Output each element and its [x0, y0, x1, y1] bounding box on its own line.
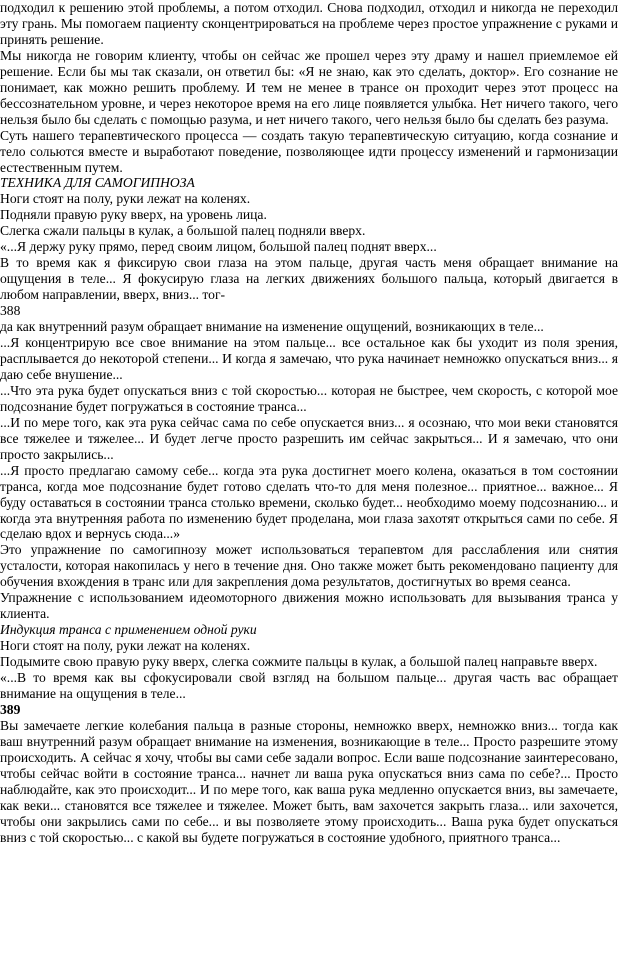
quote-focus-thumb: «...В то время как вы сфокусировали свой взгляд на большом пальце... другая часть вас обращает внимание на ощущения в теле...	[0, 670, 618, 701]
paragraph-continuation: подходил к решению этой проблемы, а потом отходил. Снова подходил, отходил и никогда не переходил эту грань. Мы помогаем пациенту сконцентрироваться на проблеме через простое упражнение с руками и принять решение.	[0, 0, 618, 47]
page-number-389: 389	[0, 701, 21, 717]
paragraph-therapeutic-process: Суть нашего терапевтического процесса — создать такую терапевтическую ситуацию, когда сознание и тело сольются вместе и выработают поведение, позволяющее идти процессу изменений и гармонизации естественным путем.	[0, 127, 618, 175]
instruction-feet-2: Ноги стоят на полу, руки лежат на коленях.	[0, 638, 251, 654]
paragraph-oscillation: Вы замечаете легкие колебания пальца в разные стороны, немножко вверх, немножко вниз... тогда как ваш внутренний разум обращает внимание на изменения, возникающие в теле... Просто разрешите этому происходить. А сейчас я хочу, чтобы вы сами себе задали вопрос. Если ваше подсознание заинтересовано, чтобы сейчас войти в состояние транса... начнет ли ваша рука опускаться вниз сама по себе?... Просто наблюдайте, как это происходит... И по мере того, как ваша рука медленно опускается вниз, вы замечаете, как веки... становятся все тяжелее и тяжелее. Может быть, вам захочется закрыть глаза... или захочется, чтобы они закрылись сами по себе... и вы позволяете этому происходить... Ваша рука будет опускаться вниз с той скоростью... с какой вы будете погружаться в состояние удобного, приятного транса...	[0, 717, 618, 845]
quote-hold-hand: «...Я держу руку прямо, перед своим лицом, большой палец поднят вверх...	[0, 239, 437, 255]
section-heading-one-hand-induction: Индукция транса с применением одной руки	[0, 622, 257, 638]
paragraph-fixate-eyes: В то время как я фиксирую свои глаза на этом пальце, другая часть меня обращает внимание на ощущения в теле... Я фокусирую глаза на легких движениях большого пальца, который двигается в любом направлении, вверх, вниз... тог-	[0, 255, 618, 303]
instruction-raise-hand-2: Подымите свою правую руку вверх, слегка сожмите пальцы в кулак, а большой палец направьте вверх.	[0, 654, 598, 670]
paragraph-suggestion: ...Я просто предлагаю самому себе... когда эта рука достигнет моего колена, оказаться в том состоянии транса, когда мое подсознание будет готово сделать что-то для меня полезное... приятное... важное... Я буду оставаться в состоянии транса столько времени, сколько будет... необходимо моему подсознанию... и когда эта внутренняя работа по изменению будет проделана, мои глаза захотят открыться сами по себе. Я сделаю вдох и вернусь сюда...»	[0, 462, 618, 542]
section-heading-self-hypnosis: ТЕХНИКА ДЛЯ САМОГИПНОЗА	[0, 175, 195, 191]
instruction-raise-hand: Подняли правую руку вверх, на уровень лица.	[0, 207, 267, 223]
paragraph-inner-mind: да как внутренний разум обращает внимание на изменение ощущений, возникающих в теле...	[0, 319, 544, 335]
paragraph-exercise-use: Это упражнение по самогипнозу может использоваться терапевтом для расслабления или снятия усталости, которая накопилась у него в течение дня. Оно также может быть рекомендовано пациенту для обучения вхождения в транс или для закрепления дома результатов, достигнутых во время сеанса.	[0, 542, 618, 590]
paragraph-hand-speed: ...Что эта рука будет опускаться вниз с той скоростью... которая не быстрее, чем скорость, с которой мое подсознание будет погружаться в состояние транса...	[0, 382, 618, 414]
instruction-fist: Слегка сжали пальцы в кулак, а большой палец подняли вверх.	[0, 223, 366, 239]
instruction-feet: Ноги стоят на полу, руки лежат на коленях.	[0, 191, 251, 207]
page-number-388: 388	[0, 303, 21, 319]
paragraph-eyelids: ...И по мере того, как эта рука сейчас сама по себе опускается вниз... я осознаю, что мои веки становятся все тяжелее и тяжелее... И будет легче просто разрешить им сейчас закрыться... И я замечаю, что они просто закрылись...	[0, 414, 618, 462]
paragraph-ideomotor: Упражнение с использованием идеомоторного движения можно использовать для вызывания транса у клиента.	[0, 590, 618, 622]
paragraph-client-drama: Мы никогда не говорим клиенту, чтобы он сейчас же прошел через эту драму и нашел приемлемое ей решение. Если бы мы так сказали, он ответил бы: «Я не знаю, как это сделать, доктор». Его сознание не понимает, как можно решить проблему. И тем не менее в трансе он проходит через этот процесс на бессознательном уровне, и через некоторое время на его лице появляется улыбка. Нет ничего такого, чего нельзя было бы сделать с помощью разума, и нет ничего такого, чего нельзя было бы сделать без разума.	[0, 47, 618, 127]
paragraph-concentrate: ...Я концентрирую все свое внимание на этом пальце... все остальное как бы уходит из поля зрения, расплывается до некоторой степени... И когда я замечаю, что рука начинает немножко опускаться вниз... я даю себе внушение...	[0, 335, 618, 382]
